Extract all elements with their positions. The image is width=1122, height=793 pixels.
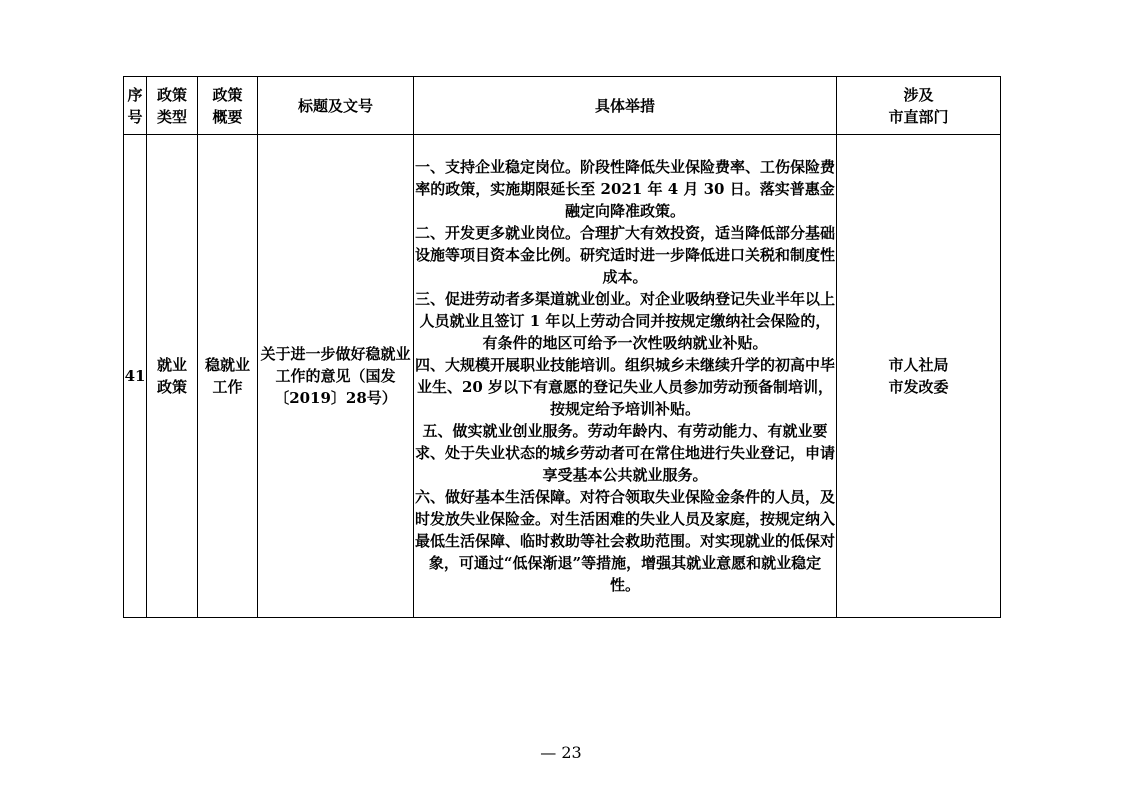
measure-item: 四、大规模开展职业技能培训。组织城乡未继续升学的初高中毕业生、20 岁以下有意愿的登记失业人员参加劳动预备制培训，按规定给予培训补贴。	[414, 356, 835, 418]
cell-seq: 41	[124, 135, 147, 618]
table-row	[124, 135, 1001, 618]
header-policy-type: 政策 类型	[147, 77, 198, 135]
measure-item: 二、开发更多就业岗位。合理扩大有效投资，适当降低部分基础设施等项目资本金比例。研究适时进一步降低进口关税和制度性成本。	[414, 224, 835, 286]
header-measures: 具体举措	[414, 77, 837, 135]
header-departments: 涉及 市直部门	[837, 77, 1001, 135]
header-seq: 序 号	[124, 77, 147, 135]
header-policy-summary: 政策 概要	[198, 77, 258, 135]
cell-departments: 市人社局 市发改委	[837, 135, 1001, 618]
table-header-row	[124, 77, 1001, 135]
policy-table	[123, 76, 1001, 618]
measure-item: 五、做实就业创业服务。劳动年龄内、有劳动能力、有就业要求、处于失业状态的城乡劳动者可在常住地进行失业登记，申请享受基本公共就业服务。	[414, 422, 835, 484]
measure-item: 三、促进劳动者多渠道就业创业。对企业吸纳登记失业半年以上人员就业且签订 1 年以上劳动合同并按规定缴纳社会保险的，有条件的地区可给予一次性吸纳就业补贴。	[414, 290, 835, 352]
cell-policy-type: 就业 政策	[147, 135, 198, 618]
cell-policy-summary: 稳就业 工作	[198, 135, 258, 618]
measure-item: 一、支持企业稳定岗位。阶段性降低失业保险费率、工伤保险费率的政策，实施期限延长至 2021 年 4 月 30 日。落实普惠金融定向降准政策。	[414, 158, 835, 220]
cell-measures	[414, 135, 837, 618]
measure-item: 六、做好基本生活保障。对符合领取失业保险金条件的人员，及时发放失业保险金。对生活困难的失业人员及家庭，按规定纳入最低生活保障、临时救助等社会救助范围。对实现就业的低保对象，可通过“低保渐退”等措施，增强其就业意愿和就业稳定性。	[414, 488, 835, 594]
page-number: — 23	[540, 743, 582, 762]
header-title: 标题及文号	[258, 77, 414, 135]
cell-title: 关于进一步做好稳就业工作的意见（国发〔2019〕28号）	[258, 135, 414, 618]
